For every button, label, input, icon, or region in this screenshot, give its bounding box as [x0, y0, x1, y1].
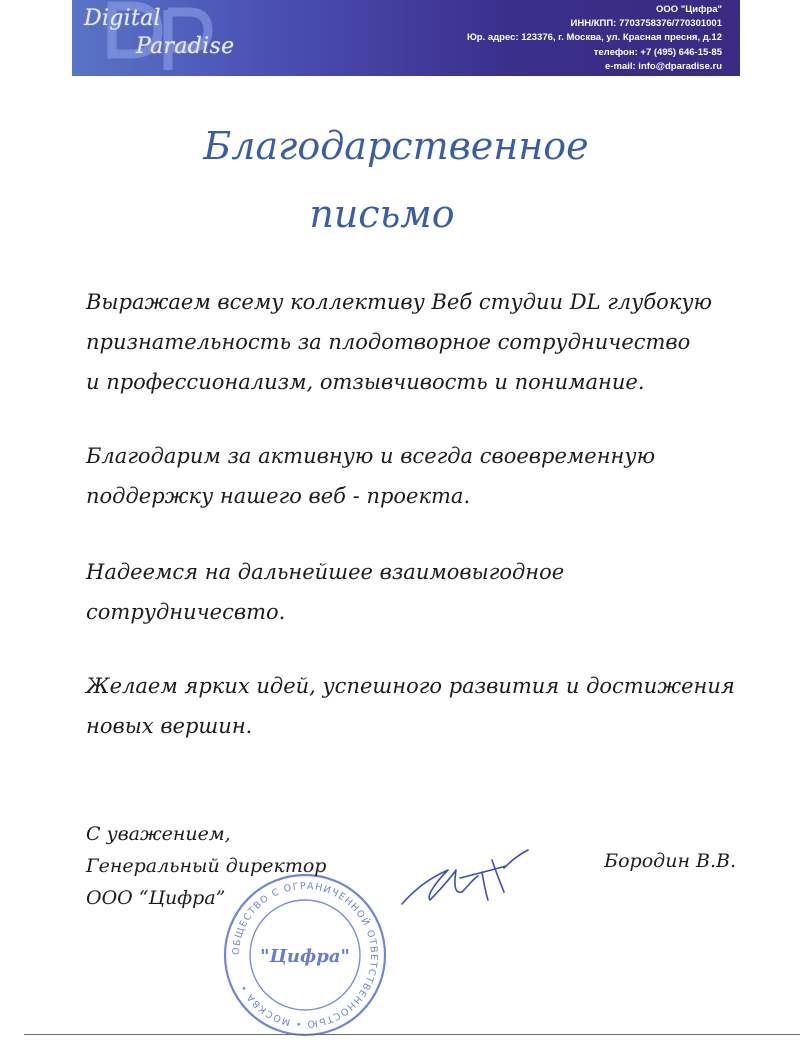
stamp-ring-text: ОБЩЕСТВО С ОГРАНИЧЕННОЙ ОТВЕТСТВЕННОСТЬЮ • МОСКВА •: [230, 880, 380, 1030]
signer-name: Бородин В.В.: [604, 850, 736, 872]
text-line: Выражаем всему коллективу Веб студии DL глубокую: [86, 290, 713, 314]
company-info: [392, 3, 722, 74]
paragraph-gratitude: [86, 282, 786, 402]
company-address: Юр. адрес: 123376, г. Москва, ул. Красная пресня, д.12: [466, 32, 722, 44]
logo-text-digital: Digital: [84, 6, 161, 31]
text-line: Надеемся на дальнейшее взаимовыгодное: [86, 560, 565, 584]
paragraph-cooperation: [86, 552, 786, 632]
text-line: Благодарим за активную и всегда своевременную: [86, 444, 656, 468]
text-line: и профессионализм, отзывчивость и понимание.: [86, 370, 645, 394]
letter-title-line1: Благодарственное: [203, 124, 589, 168]
text-line: новых вершин.: [86, 714, 253, 738]
stamp-center-text: "Цифра": [260, 946, 350, 967]
letter-title-line2: письмо: [309, 192, 455, 236]
text-line: Желаем ярких идей, успешного развития и достижения: [86, 674, 735, 698]
company-inn-kpp: ИНН/КПП: 7703758376/770301001: [570, 18, 722, 30]
signer-company: ООО “Цифра”: [86, 887, 226, 909]
paragraph-wishes: [86, 666, 786, 746]
signer-position: Генеральный директор: [86, 855, 327, 877]
text-line: признательность за плодотворное сотрудничество: [86, 330, 691, 354]
text-line: поддержку нашего веб - проекта.: [86, 484, 471, 508]
text-line: сотрудничесвто.: [86, 600, 286, 624]
logo-text-paradise: Paradise: [136, 34, 235, 59]
closing-regards: С уважением,: [86, 823, 231, 845]
handwritten-signature: [396, 848, 536, 918]
page-bottom-divider: [24, 1034, 800, 1035]
company-phone: телефон: +7 (495) 646-15-85: [593, 46, 722, 58]
paragraph-support: [86, 436, 786, 516]
closing-block: [86, 818, 326, 914]
company-email: e-mail: info@dparadise.ru: [605, 60, 722, 72]
letterhead-banner: [72, 0, 740, 76]
company-logo: [72, 0, 272, 76]
company-name: ООО "Цифра": [656, 4, 722, 15]
